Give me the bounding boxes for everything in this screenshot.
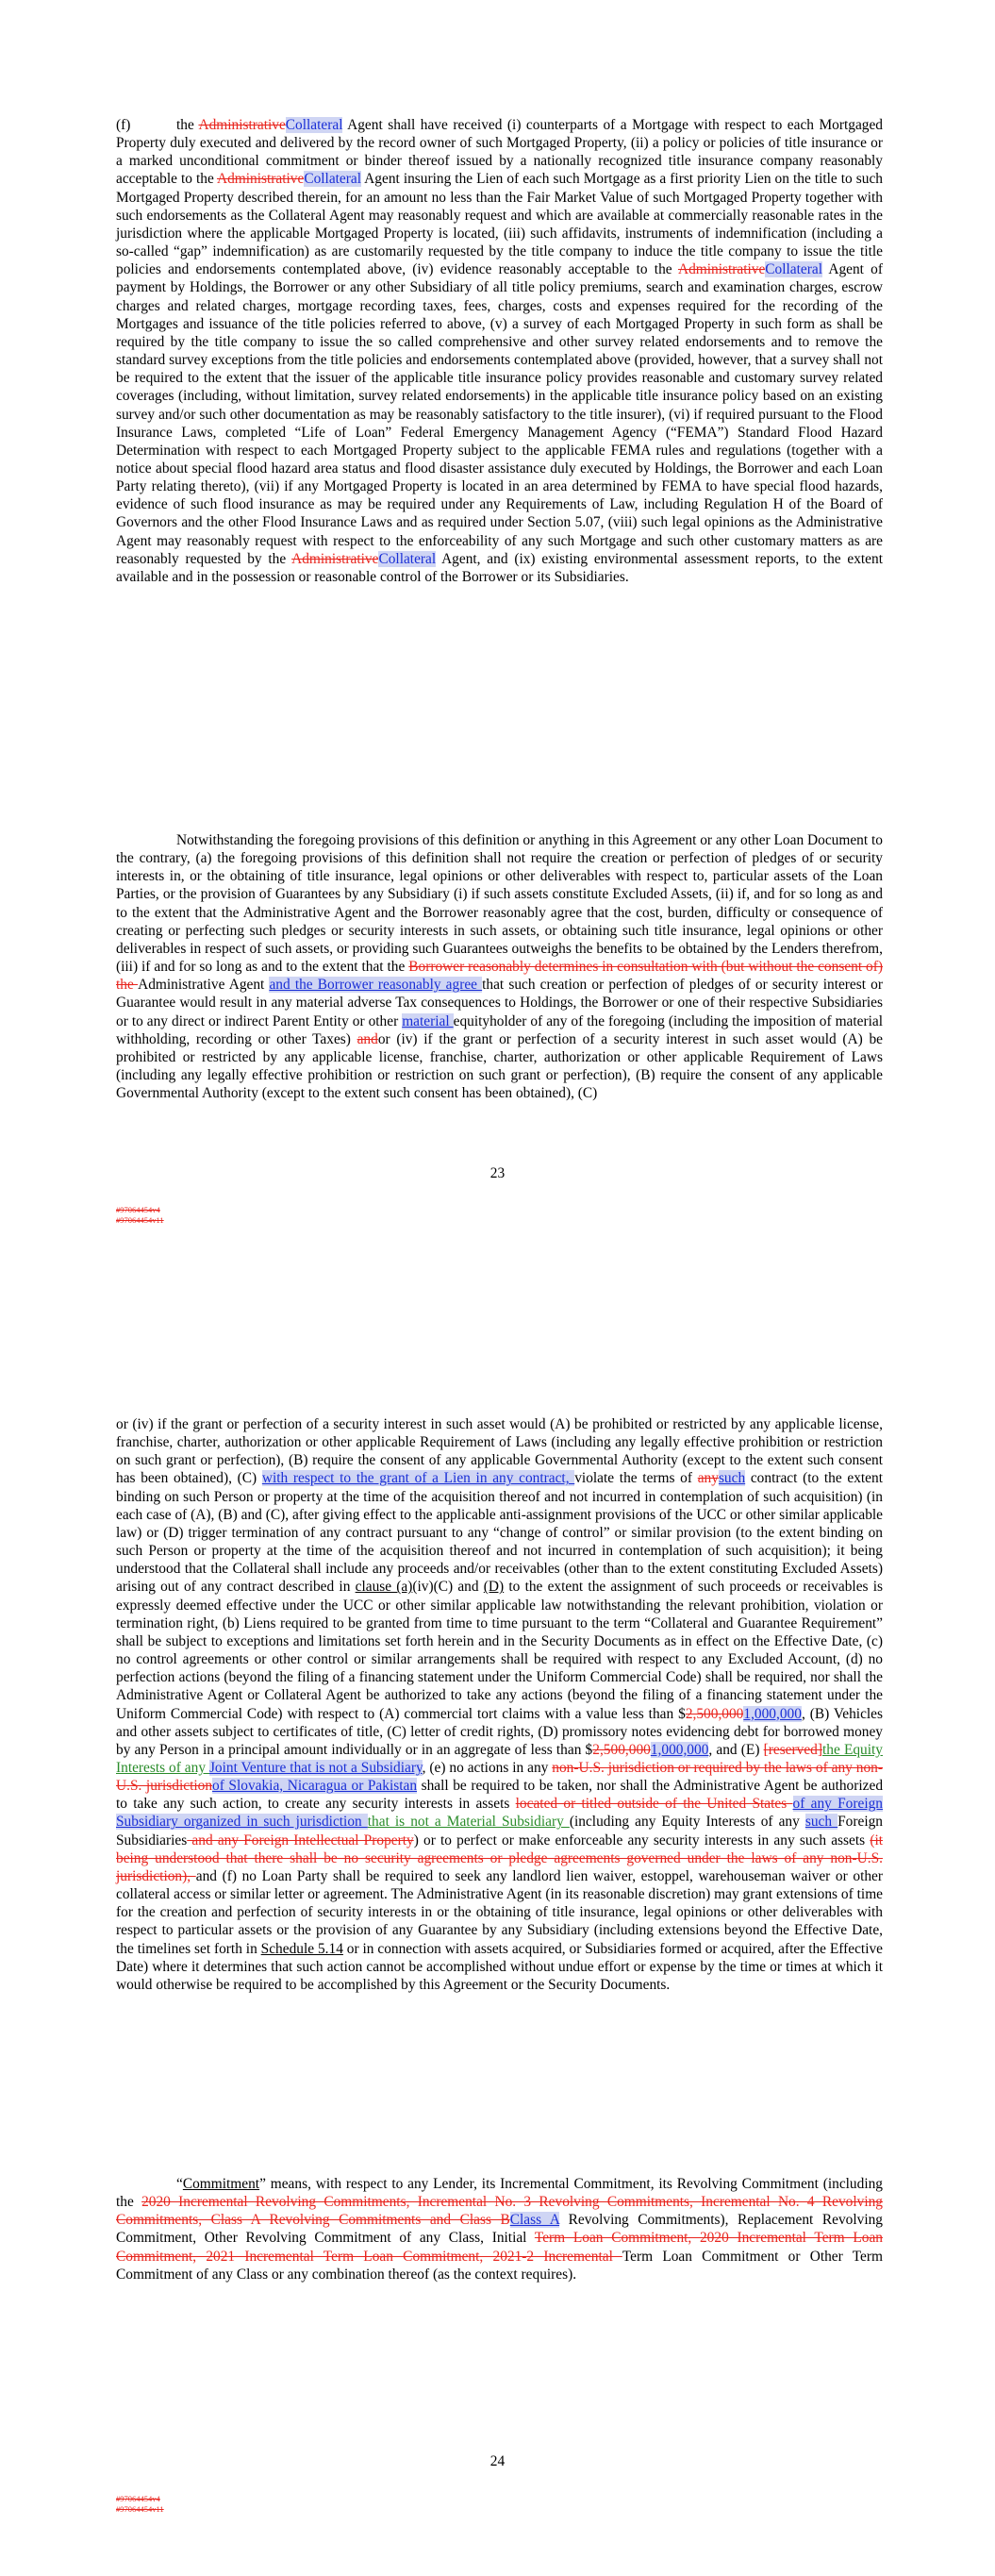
commitment-definition — [116, 2175, 883, 2283]
clause-f-paragraph — [116, 116, 883, 586]
deleted-text: Term Loan Commitment, 2020 Incremental Term Loan Commitment, 2021 Incremental Term Loan Commitment, 2021-2 Incremental — [116, 2230, 883, 2265]
inserted-text: Joint Venture that is not a Subsidiary — [208, 1759, 423, 1776]
text: Revolving Commitments), Replacement Revolving Commitment, Other Revolving Commitment of any Class, Initial — [116, 2212, 883, 2247]
text: or (iv) if the grant or perfection of a security interest in such asset would (A) be prohibited or restricted by any applicable license, franchise, charter, authorization or other applicable Requirement of Laws (including any legally effective prohibition or restriction on such grant or perfection), (B) require the consent of any applicable Governmental Authority (except to the extent such consent has been obtained), (C) — [116, 1416, 883, 1487]
text: (iv)(C) and — [412, 1579, 484, 1596]
inserted-text: 1,000,000 — [743, 1705, 802, 1722]
deleted-text: and any Foreign Intellectual Property — [187, 1832, 414, 1848]
inserted-text: material — [402, 1012, 454, 1029]
text: , (B) Vehicles and other assets subject to certificates of title, (C) letter of credit rights, (D) promissory notes evidencing debt for borrowed money by any Person in a principal amount individually or in an aggregate of less than $ — [116, 1705, 884, 1758]
document-footer — [116, 2494, 164, 2515]
text: Agent insuring the Lien of each such Mortgage as a first priority Lien on the title to such Mortgaged Property described therein, for an amount no less than the Fair Market Value of such Mortgaged Property together with such endorsements as the Collateral Agent may reasonably request and which are available at commercially reasonable rates in the jurisdiction where the applicable Mortgaged Property is located, (iii) such affidavits, instruments of indemnification (including a so-called “gap” indemnification) as are customarily requested by the title company to induce the title company to issue the title policies and endorsements contemplated above, (iv) evidence reasonably acceptable to the — [116, 171, 883, 278]
clause-reference: (D) — [483, 1579, 505, 1596]
document-footer — [116, 1205, 164, 1226]
text: ) or to perfect or make enforceable any security interests in any such assets — [413, 1832, 871, 1848]
text: shall be required to be taken, nor shall the Administrative Agent be authorized to take any such action, to create any security interests in assets — [116, 1778, 884, 1813]
defined-term: Commitment — [182, 2176, 260, 2192]
text: that such creation or perfection of pledges of or security interest or Guarantee would result in any material adverse Tax consequences to Holdings, the Borrower or one of their respective Subsidiaries or to any direct or indirect Parent Entity or other — [116, 977, 883, 1029]
inserted-text: Collateral — [285, 117, 343, 133]
text: Notwithstanding the foregoing provisions of this definition or anything in this Agreement or any other Loan Document to the contrary, (a) the foregoing provisions of this definition shall not require the creation or perfection of pledges of or security interests in, or the obtaining of title insurance, legal opinions or other deliverables with respect to, particular assets of the Loan Parties, or the provision of Guarantees by any Subsidiary (i) if such assets constitute Excluded Assets, (ii) if, and for so long as and to the extent that the Administrative Agent and the Borrower reasonably agree that the cost, burden, difficulty or consequence of creating or perfecting such pledges or security interests in such assets, or obtaining such title insurance, legal opinions or other deliverables in respect of such assets, or providing such Guarantees outweighs the benefits to be obtained by the Lenders therefrom, (iii) if and for so long as and to the extent that the — [116, 832, 883, 976]
inserted-text: of any Foreign Subsidiary organized in such jurisdiction — [116, 1796, 883, 1831]
clause-reference: clause (a) — [355, 1579, 413, 1596]
moved-text: the Equity Interests of any — [116, 1741, 883, 1776]
inserted-text: such — [718, 1470, 746, 1487]
deleted-text: and — [357, 1030, 378, 1047]
footer-current-ref: #97064454v11 — [116, 1215, 164, 1225]
text: Agent of payment by Holdings, the Borrower or any other Subsidiary of all title policy premiums, search and examination charges, escrow charges and related charges, mortgage recording taxes, fees, charges, costs and expenses required for the recording of the Mortgages and issuance of the title policies referred to above, (v) a survey of each Mortgaged Property in such form as shall be required by the title company to issue the so called comprehensive and other survey related endorsements and to remove the standard survey exceptions from the title policies and endorsements contemplated above (provided, however, that a survey shall not be required to the extent that the issuer of the applicable title insurance policy provides reasonable and customary survey related coverages (including, without limitation, survey related endorsements) in the applicable title insurance policy based on an existing survey and/or such other documentation as may be reasonably satisfactory to the title insurer), (vi) if required pursuant to the Flood Insurance Laws, completed “Life of Loan” Federal Emergency Management Agency (“FEMA”) Standard Flood Hazard Determination with respect to each Mortgaged Property subject to the applicable FEMA rules and regulations (together with a notice about special flood hazard area status and flood disaster assistance duly executed by Holdings, the Borrower and each Loan Party relating thereto), (vii) if any Mortgaged Property is located in an area determined by FEMA to have special flood hazards, evidence of such flood insurance as may be required under any Requirements of Law, including Regulation H of the Board of Governors and the other Flood Insurance Laws and as required under Section 5.07, (viii) such legal opinions as the Administrative Agent may reasonably request with respect to the enforceability of any such Mortgage and such other customary matters as are reasonably requested by the — [116, 261, 883, 567]
inserted-text: of Slovakia, Nicaragua or Pakistan — [212, 1778, 418, 1795]
deleted-text: Administrative — [677, 261, 766, 278]
text: and (f) no Loan Party shall be required to seek any landlord lien waiver, estoppel, warehouseman waiver or other collateral access or similar letter or agreement. The Administrative Agent (in its reasonable discretion) may grant extensions of time for the creation and perfection of security interests in or the obtaining of title insurance, legal opinions or other deliverables with respect to particular assets or the provision of any Guarantee by any Subsidiary (including extensions beyond the Effective Date, the timelines set forth in — [116, 1867, 884, 1957]
deleted-text: 2,500,000 — [685, 1705, 744, 1722]
inserted-text: Collateral — [378, 550, 437, 567]
deleted-text: non-U.S. jurisdiction or required by the laws of any non-U.S. jurisdiction — [116, 1759, 883, 1795]
text: Agent shall have received (i) counterparts of a Mortgage with respect to each Mortgaged Property duly executed and delivered by the record owner of such Mortgaged Property, (ii) a policy or policies of title insurance or a marked unconditional commitment or binder thereof issued by a nationally recognized title insurance company reasonably acceptable to the — [116, 117, 883, 188]
deleted-text: Administrative — [216, 171, 305, 188]
text: , (e) no actions in any — [422, 1759, 553, 1776]
page-number: 24 — [489, 2453, 506, 2469]
inserted-text: and the Borrower reasonably agree — [269, 977, 483, 994]
text: the — [176, 117, 199, 133]
text: Administrative Agent — [138, 977, 270, 994]
inserted-text: with respect to the grant of a Lien in any contract, — [261, 1470, 575, 1487]
text: to the extent the assignment of such proceeds or receivables is expressly deemed effective under the UCC or other similar applicable law notwithstanding the relevant prohibition, violation or termination right, (b) Liens required to be granted from time to time pursuant to the term “Collateral and Guarantee Requirement” shall be subject to exceptions and limitations set forth herein and in the Security Documents as in effect on the Effective Date, (c) no control agreements or other control or similar arrangements shall be required with respect to any Excluded Account, (d) no perfection actions (beyond the filing of a financing statement under the Uniform Commercial Code) shall be required, nor shall the Administrative Agent or Collateral Agent be authorized to take any actions (beyond the filing of a financing statement under the Uniform Commercial Code) with respect to (A) commercial tort claims with a value less than $ — [116, 1579, 884, 1722]
notwithstanding-paragraph-part1 — [116, 831, 883, 1102]
deleted-text: Administrative — [291, 550, 379, 567]
deleted-text: Borrower reasonably determines in consultation with (but without the consent of) the — [116, 959, 884, 994]
inserted-text: Collateral — [765, 261, 822, 278]
text: means, with respect to any Lender, its Incremental Commitment, its Revolving Commitment (including the — [116, 2176, 883, 2211]
deleted-text: (it being understood that there shall be no security agreements or pledge agreements governed under the laws of any non-U.S. jurisdiction), — [116, 1832, 883, 1884]
footer-deleted-ref: #97064454v4 — [116, 1205, 160, 1214]
text: (including any Equity Interests of any — [569, 1814, 805, 1831]
text: Agent, and (ix) existing environmental assessment reports, to the extent available and in the possession or reasonable control of the Borrower or its Subsidiaries. — [116, 550, 883, 585]
inserted-text: Collateral — [304, 171, 361, 188]
footer-deleted-ref: #97064454v4 — [116, 2494, 160, 2503]
text: contract (to the extent binding on such Person or property at the time of the acquisition thereof and not incurred in contemplation of such acquisition) (in each case of (A), (B) and (C), after giving effect to the applicable anti-assignment provisions of the UCC or other similar applicable law) or (D) trigger termination of any contract pursuant to any “change of control” or similar provision (to the extent binding on such Person or property at the time of the acquisition thereof and not incurred in contemplation of such acquisition); it being understood that the Collateral shall include any proceeds and/or receivables (other than to the extent constituting Excluded Assets) arising out of any contract described in — [116, 1470, 883, 1596]
footer-current-ref: #97064454v11 — [116, 2504, 164, 2514]
page-number: 23 — [489, 1165, 506, 1181]
deleted-text: Administrative — [198, 117, 286, 133]
text: Foreign Subsidiaries — [116, 1814, 883, 1848]
schedule-reference: Schedule 5.14 — [260, 1940, 343, 1957]
text: or in connection with assets acquired, or Subsidiaries formed or acquired, after the Effective Date) where it determines that such action cannot be accomplished without undue effort or expense by the time or times at which it would otherwise be required to be accomplished by this Agreement or the Security Documents. — [116, 1940, 883, 1993]
deleted-text: 2020 Incremental Revolving Commitments, Incremental No. 3 Revolving Commitments, Incremental No. 4 Revolving Commitments, Class A Revolving Commitments and Class B — [116, 2194, 883, 2229]
deleted-text: [reserved] — [763, 1741, 822, 1758]
moved-text: that is not a Material Subsidiary — [367, 1814, 570, 1831]
text: violate the terms of — [574, 1470, 698, 1487]
deleted-text: 2,500,000 — [592, 1741, 651, 1758]
deleted-text: any — [697, 1470, 719, 1487]
text: equityholder of any of the foregoing (including the imposition of material withholding, recording or other Taxes) — [116, 1012, 884, 1047]
text: , and (E) — [708, 1741, 764, 1758]
notwithstanding-paragraph-part2 — [116, 1415, 883, 1994]
clause-f-label: (f) — [116, 117, 131, 133]
inserted-text: Class A — [509, 2212, 560, 2229]
text: Term Loan Commitment or Other Term Commitment of any Class or any combination thereof (as the context requires). — [116, 2248, 883, 2283]
text: “ — [176, 2176, 183, 2192]
inserted-text: 1,000,000 — [650, 1741, 709, 1758]
text: or (iv) if the grant or perfection of a security interest in such asset would (A) be prohibited or restricted by any applicable license, franchise, charter, authorization or other applicable Requirement of Laws (including any legally effective prohibition or restriction on such grant or perfection), (B) require the consent of any applicable Governmental Authority (except to the extent such consent has been obtained), (C) — [116, 1030, 883, 1102]
inserted-text: such — [804, 1814, 838, 1831]
text: ” — [259, 2176, 266, 2192]
deleted-text: located or titled outside of the United States — [515, 1796, 793, 1813]
